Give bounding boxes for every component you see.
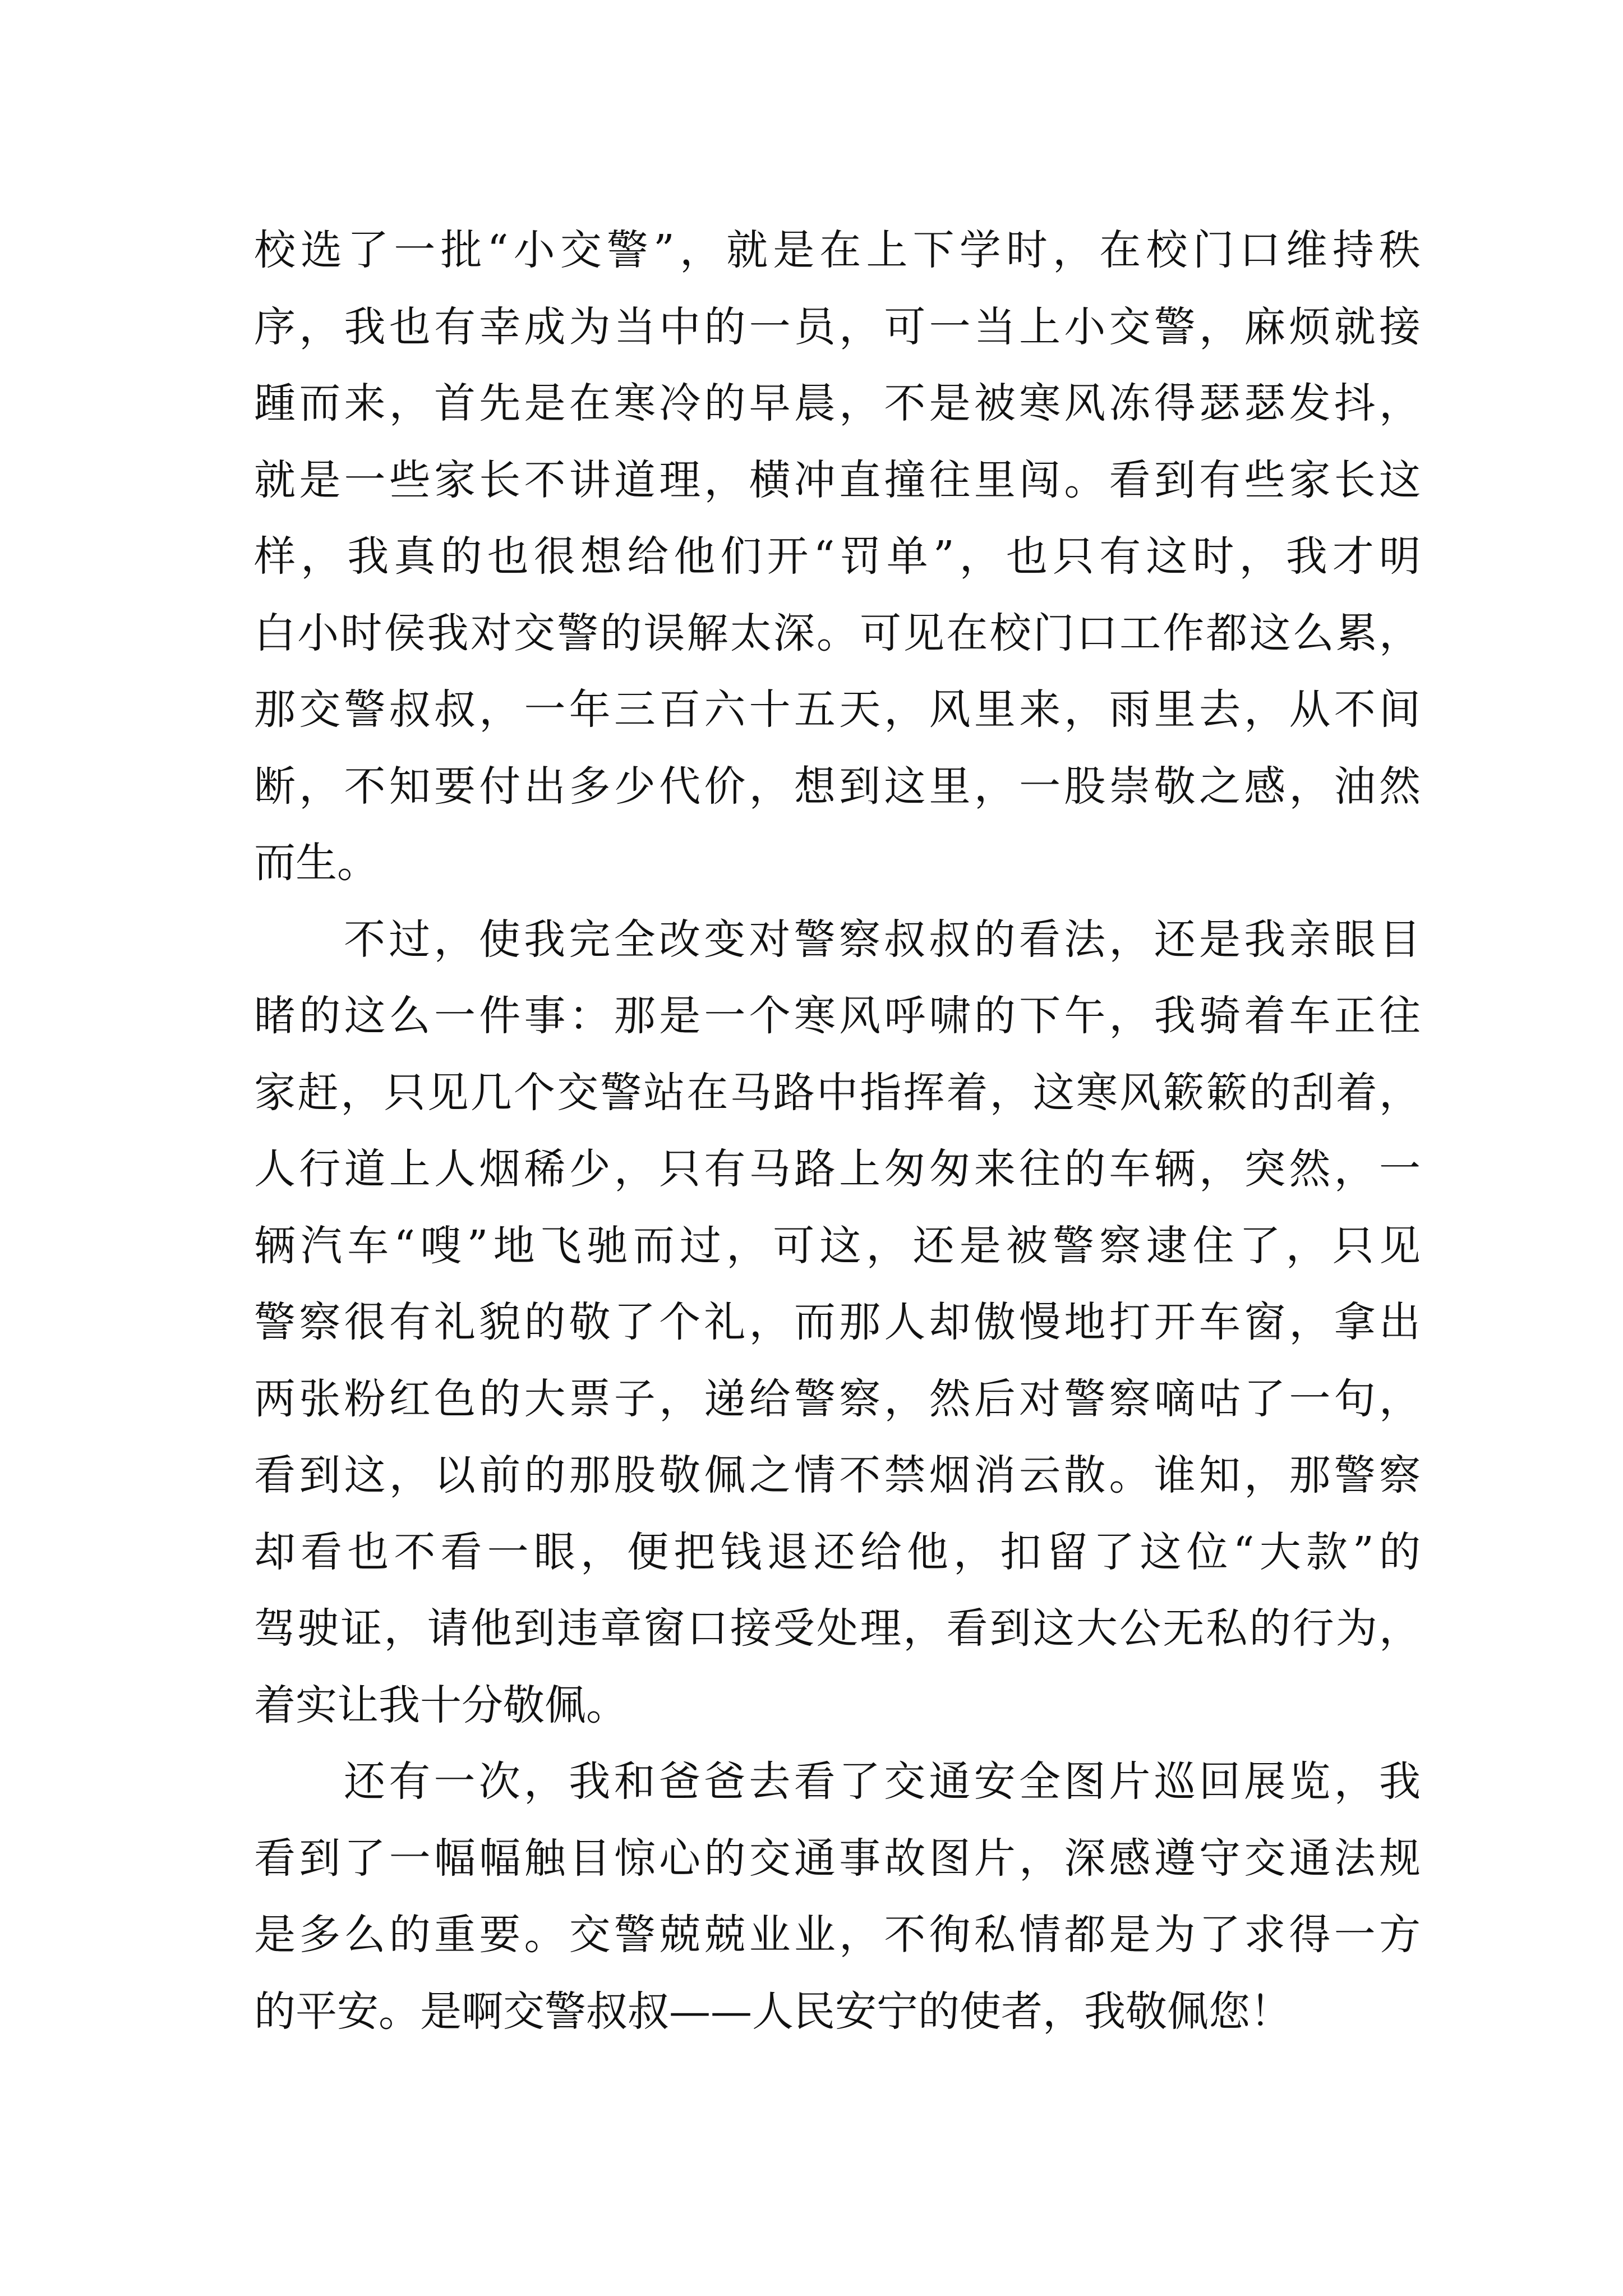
text-line: 看到了一幅幅触目惊心的交通事故图片，深感遵守交通法规 [254,1834,1421,1883]
text-line: 那交警叔叔，一年三百六十五天，风里来，雨里去，从不间 [254,685,1421,734]
paragraph-3 [254,1743,1421,2050]
text-line: 的平安。是啊交警叔叔——人民安宁的使者，我敬佩您！ [254,1987,1292,2036]
paragraph-1 [254,212,1421,901]
essay-body [254,212,1421,2050]
text-line: 两张粉红色的大票子，递给警察，然后对警察嘀咕了一句， [254,1374,1421,1423]
text-line: 驾驶证，请他到违章窗口接受处理，看到这大公无私的行为， [254,1604,1421,1653]
text-line: 序，我也有幸成为当中的一员，可一当上小交警，麻烦就接 [254,302,1421,351]
text-line: 还有一次，我和爸爸去看了交通安全图片巡回展览，我 [344,1757,1421,1806]
text-line: 而生。 [254,839,379,887]
text-line: 警察很有礼貌的敬了个礼，而那人却傲慢地打开车窗，拿出 [254,1298,1421,1346]
text-line: 着实让我十分敬佩。 [254,1681,628,1729]
text-line: 踵而来，首先是在寒冷的早晨，不是被寒风冻得瑟瑟发抖， [254,379,1421,427]
text-line: 校选了一批“小交警”，就是在上下学时，在校门口维持秩 [254,226,1421,274]
text-line: 睹的这么一件事：那是一个寒风呼啸的下午，我骑着车正往 [254,992,1421,1040]
text-line: 看到这，以前的那股敬佩之情不禁烟消云散。谁知，那警察 [254,1451,1421,1499]
text-line: 是多么的重要。交警兢兢业业，不徇私情都是为了求得一方 [254,1911,1421,1959]
text-line: 白小时侯我对交警的误解太深。可见在校门口工作都这么累， [254,609,1421,657]
paragraph-2 [254,901,1421,1744]
text-line: 人行道上人烟稀少，只有马路上匆匆来往的车辆，突然，一 [254,1145,1421,1193]
text-line: 样，我真的也很想给他们开“罚单”，也只有这时，我才明 [254,532,1421,581]
text-line: 就是一些家长不讲道理，横冲直撞往里闯。看到有些家长这 [254,455,1421,504]
text-line: 却看也不看一眼，便把钱退还给他，扣留了这位“大款”的 [254,1527,1421,1576]
text-line: 辆汽车“嗖”地飞驰而过，可这，还是被警察逮住了，只见 [254,1221,1421,1270]
text-line: 断，不知要付出多少代价，想到这里，一股崇敬之感，油然 [254,762,1421,811]
text-line: 不过，使我完全改变对警察叔叔的看法，还是我亲眼目 [344,915,1421,964]
text-line: 家赶，只见几个交警站在马路中指挥着，这寒风簌簌的刮着， [254,1068,1421,1117]
